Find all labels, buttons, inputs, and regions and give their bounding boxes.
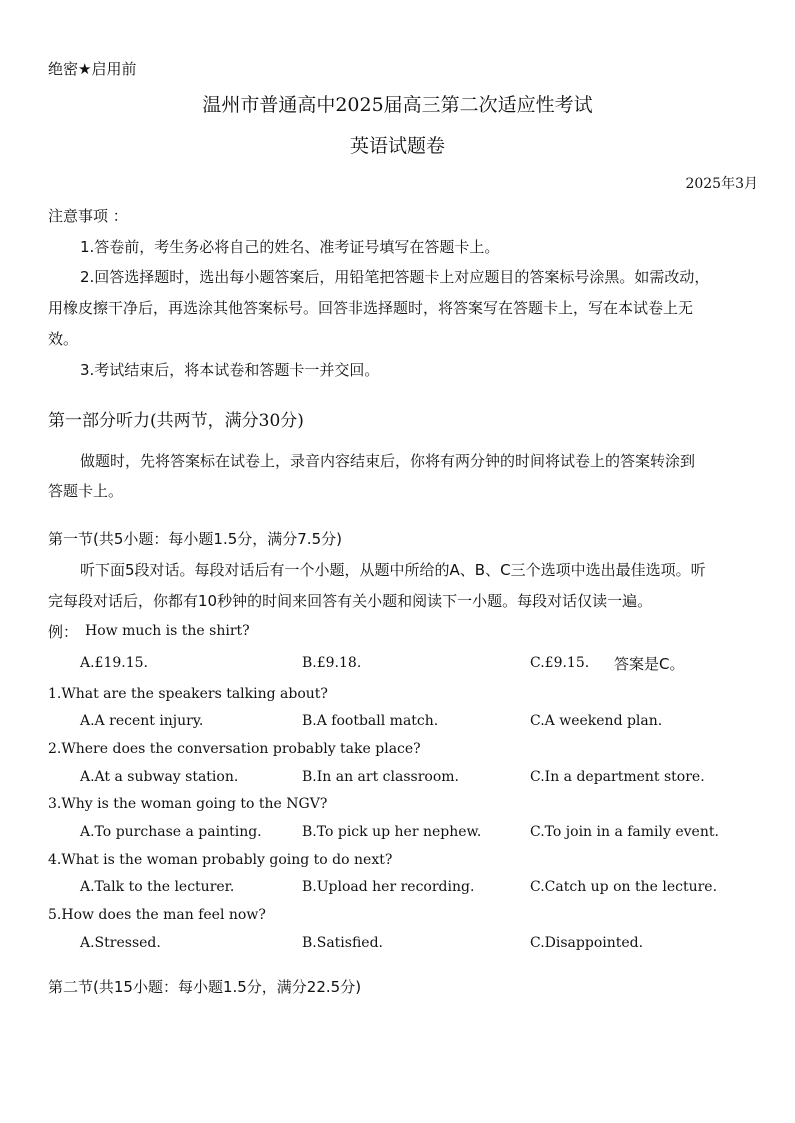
exam-title: 温州市普通高中2025届高三第二次适应性考试 [202,94,593,116]
question-2-option-a: A.At a subway station. [80,769,239,785]
exam-subtitle: 英语试题卷 [349,135,445,157]
question-1-option-b: B.A football match. [302,713,439,729]
notice-heading: 注意事项 ： [48,207,128,225]
part1-intro-line-1: 做题时，先将答案标在试卷上，录音内容结束后，你将有两分钟的时间将试卷上的答案转涂到 [80,452,696,470]
notice-item-2-line-2: 用橡皮擦干净后，再选涂其他答案标号。回答非选择题时，将答案写在答题卡上，写在本试卷上无 [48,299,694,317]
question-3-option-b: B.To pick up her nephew. [302,824,482,840]
example-option-a: A.£19.15. [80,655,148,671]
question-1: 1.What are the speakers talking about? [48,686,328,702]
question-3-option-a: A.To purchase a painting. [80,824,262,840]
question-3-option-c: C.To join in a family event. [530,824,719,840]
section2-heading: 第二节(共15小题：每小题1.5分，满分22.5分) [48,978,362,996]
question-5-option-b: B.Satisfied. [302,935,383,951]
notice-item-1: 1.答卷前，考生务必将自己的姓名、准考证号填写在答题卡上。 [80,238,500,256]
section1-instruction-line-1: 听下面5段对话。每段对话后有一个小题，从题中所给的A、B、C三个选项中选出最佳选项。听 [80,561,706,579]
part1-heading: 第一部分听力(共两节，满分30分) [48,411,304,431]
notice-item-2-line-3: 效。 [48,330,79,348]
question-4-option-b: B.Upload her recording. [302,879,475,895]
question-1-option-c: C.A weekend plan. [530,713,663,729]
question-2: 2.Where does the conversation probably take place? [48,741,421,757]
question-3: 3.Why is the woman going to the NGV? [48,796,328,812]
question-4-option-a: A.Talk to the lecturer. [80,879,235,895]
question-4: 4.What is the woman probably going to do next? [48,852,393,868]
part1-intro-line-2: 答题卡上。 [48,482,124,500]
question-5-option-a: A.Stressed. [80,935,161,951]
exam-date: 2025年3月 [685,176,758,192]
question-5-option-c: C.Disappointed. [530,935,644,951]
question-4-option-c: C.Catch up on the lecture. [530,879,718,895]
example-answer: 答案是C。 [614,655,685,673]
notice-item-2-line-1: 2.回答选择题时，选出每小题答案后，用铅笔把答题卡上对应题目的答案标号涂黑。如需改动， [80,268,710,286]
section1-instruction-line-2: 完每段对话后，你都有10秒钟的时间来回答有关小题和阅读下一小题。每段对话仅读一遍。 [48,592,653,610]
question-2-option-b: B.In an art classroom. [302,769,459,785]
example-label: 例： [48,623,79,641]
example-option-c: C.£9.15. [530,655,590,671]
notice-item-3: 3.考试结束后，将本试卷和答题卡一并交回。 [80,361,380,379]
question-2-option-c: C.In a department store. [530,769,705,785]
example-option-b: B.£9.18. [302,655,362,671]
example-question: How much is the shirt? [85,623,250,639]
confidentiality-mark: 绝密★启用前 [48,60,137,78]
question-5: 5.How does the man feel now? [48,907,266,923]
section1-heading: 第一节(共5小题：每小题1.5分，满分7.5分) [48,530,342,548]
question-1-option-a: A.A recent injury. [80,713,204,729]
